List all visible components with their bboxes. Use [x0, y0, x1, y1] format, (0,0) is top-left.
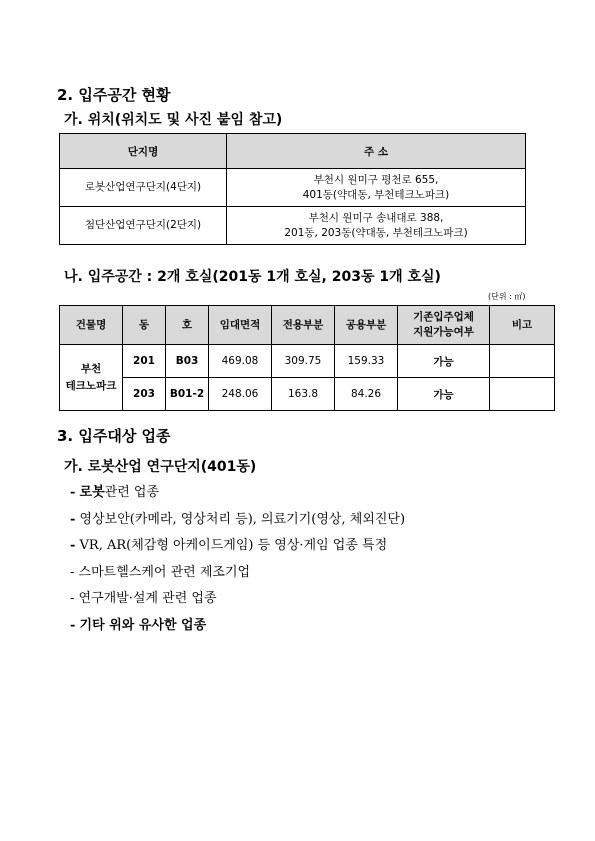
address-line: 201동, 203동(약대동, 부천테크노파크) [284, 226, 468, 239]
table-row [60, 169, 526, 207]
list-dash: - [70, 591, 75, 606]
list-item [70, 613, 405, 640]
table-row [60, 207, 526, 245]
complex-address [227, 169, 526, 207]
item-text: 관련 업종 [104, 485, 160, 500]
dong-cell: 203 [123, 378, 166, 411]
location-table [59, 133, 526, 245]
header-building: 건물명 [60, 306, 123, 345]
complex-address [227, 207, 526, 245]
address-line: 부천시 원미구 평천로 655, [313, 173, 439, 186]
list-item [70, 586, 405, 613]
header-exclusive: 전용부분 [272, 306, 335, 345]
item-text: 영상보안(카메라, 영상처리 등), 의료기기(영상, 체외진단) [79, 511, 406, 527]
header-line: 기존입주업체 [413, 311, 474, 323]
list-dash: - [70, 564, 75, 580]
complex-name: 첨단산업연구단지(2단지) [60, 207, 227, 245]
building-line: 부천 [80, 362, 102, 375]
section-2-title: 2. 입주공간 현황 [57, 86, 171, 104]
item-bold: 기타 위와 유사한 업종 [79, 617, 207, 633]
item-bold: 로봇 [79, 485, 105, 500]
table-row [60, 378, 555, 411]
item-text: VR, AR(체감형 아케이드게임) 등 영상·게임 업종 특정 [79, 538, 388, 553]
header-eligibility [398, 306, 490, 345]
header-note: 비고 [490, 306, 555, 345]
list-dash: - [70, 511, 76, 527]
exclusive-cell: 163.8 [272, 378, 335, 411]
table-row [60, 345, 555, 378]
header-ho: 호 [166, 306, 209, 345]
list-dash: - [70, 538, 76, 553]
item-text: 연구개발·설계 관련 업종 [78, 591, 217, 606]
avail-cell: 가능 [398, 378, 490, 411]
section-3a-title: 가. 로봇산업 연구단지(401동) [64, 459, 257, 475]
address-line: 401동(약대동, 부천테크노파크) [302, 188, 450, 201]
area-cell: 469.08 [209, 345, 272, 378]
header-complex-name: 단지명 [60, 134, 227, 169]
note-cell [490, 378, 555, 411]
area-cell: 248.06 [209, 378, 272, 411]
section-2a-title: 가. 위치(위치도 및 사진 붙임 참고) [64, 112, 283, 128]
industry-list [70, 480, 405, 639]
header-address: 주 소 [227, 134, 526, 169]
exclusive-cell: 309.75 [272, 345, 335, 378]
common-cell: 159.33 [335, 345, 398, 378]
unit-label: (단위 : ㎡) [488, 292, 526, 301]
section-2b-title: 나. 입주공간 : 2개 호실(201동 1개 호실, 203동 1개 호실) [64, 269, 441, 285]
dong-cell: 201 [123, 345, 166, 378]
section-3-title: 3. 입주대상 업종 [57, 427, 171, 445]
item-text: 스마트헬스케어 관련 제조기업 [78, 564, 251, 580]
space-table [59, 305, 555, 411]
common-cell: 84.26 [335, 378, 398, 411]
header-common: 공용부분 [335, 306, 398, 345]
building-line: 테크노파크 [65, 379, 117, 392]
address-line: 부천시 원미구 송내대로 388, [308, 211, 444, 224]
list-item [70, 507, 405, 534]
list-item [70, 533, 405, 560]
note-cell [490, 345, 555, 378]
header-dong: 동 [123, 306, 166, 345]
building-name [60, 345, 123, 411]
list-item [70, 480, 405, 507]
complex-name: 로봇산업연구단지(4단지) [60, 169, 227, 207]
header-lease-area: 임대면적 [209, 306, 272, 345]
ho-cell: B03 [166, 345, 209, 378]
avail-cell: 가능 [398, 345, 490, 378]
list-dash: - [70, 485, 76, 500]
ho-cell: B01-2 [166, 378, 209, 411]
list-item [70, 560, 405, 587]
header-line: 지원가능여부 [413, 326, 474, 338]
list-dash: - [70, 617, 76, 633]
